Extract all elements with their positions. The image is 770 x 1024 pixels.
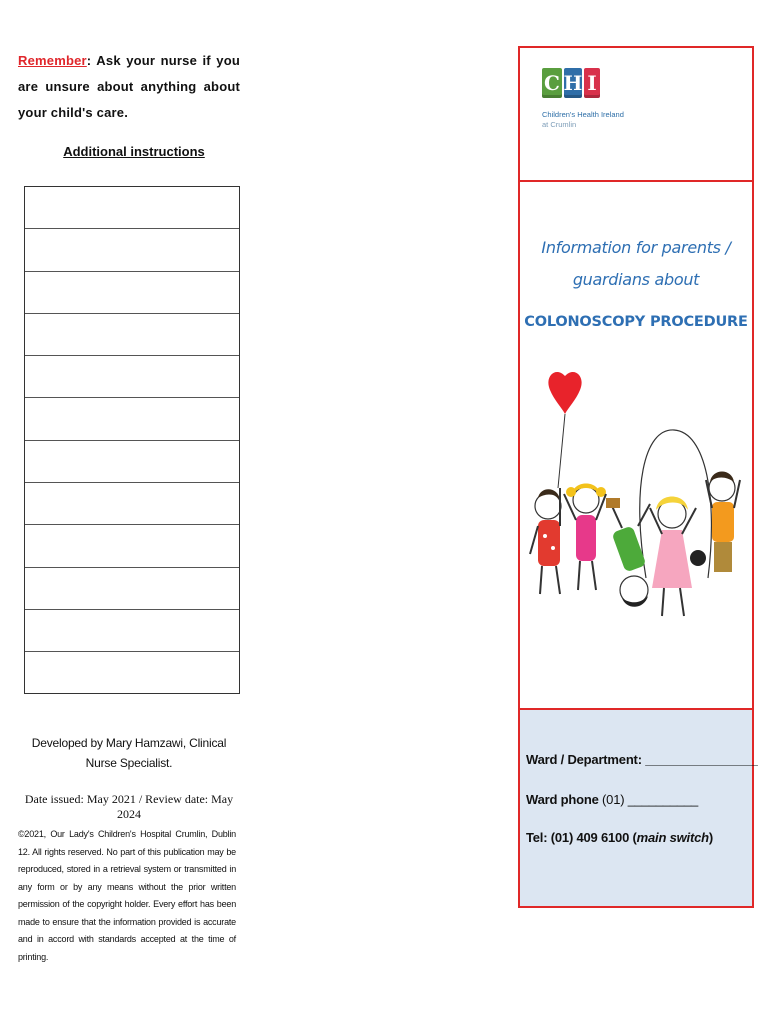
ward-phone-prefix: (01) bbox=[598, 792, 628, 807]
ward-phone-field[interactable] bbox=[526, 792, 698, 807]
instruction-line[interactable] bbox=[25, 356, 239, 398]
copyright-notice: ©2021, Our Lady's Children's Hospital Crumlin, Dublin 12. All rights reserved. No part of this publication may be reproduced, stored in a retrieval system or transmitted in any form or by any means without the prior written permission of the copyright holder. Every effort has been made to ensure that the information provided is accurate and in accord with standards accepted at the time of printing. bbox=[18, 829, 236, 962]
developed-by: Developed by Mary Hamzawi, Clinical Nurse Specialist. bbox=[31, 736, 227, 770]
tel-close: ) bbox=[708, 830, 714, 845]
instruction-line[interactable] bbox=[25, 610, 239, 652]
logo-section bbox=[520, 48, 752, 182]
instruction-line[interactable] bbox=[25, 229, 239, 271]
instruction-line[interactable] bbox=[25, 652, 239, 694]
instruction-line[interactable] bbox=[25, 398, 239, 440]
remember-text: : Ask your nurse if you are unsure about anything about your child's care. bbox=[18, 53, 240, 120]
children-illustration bbox=[526, 368, 748, 648]
cover-panel bbox=[518, 46, 758, 908]
instruction-line[interactable] bbox=[25, 187, 239, 229]
tel-label: Tel: (01) 409 6100 ( bbox=[526, 830, 637, 845]
logo-block-h: H bbox=[564, 68, 582, 98]
ward-department-field[interactable]: Ward / Department: ________________ bbox=[526, 752, 758, 767]
logo-block-i: I bbox=[584, 68, 600, 98]
instruction-line[interactable] bbox=[25, 525, 239, 567]
procedure-title: COLONOSCOPY PROCEDURE bbox=[524, 314, 748, 330]
issue-review-dates: Date issued: May 2021 / Review date: May 2024 bbox=[24, 792, 234, 821]
info-line-2: guardians about bbox=[572, 270, 700, 289]
tel-main-switch: main switch bbox=[636, 830, 709, 845]
logo-sub: at Crumlin bbox=[542, 120, 577, 129]
info-title bbox=[520, 232, 752, 296]
instruction-line[interactable] bbox=[25, 272, 239, 314]
logo-name: Children's Health Ireland bbox=[542, 110, 624, 119]
title-section bbox=[520, 182, 752, 710]
contact-section bbox=[520, 710, 758, 906]
left-column bbox=[18, 48, 240, 159]
instruction-line[interactable] bbox=[25, 568, 239, 610]
info-line-1: Information for parents / bbox=[541, 238, 731, 257]
ward-phone-label: Ward phone bbox=[526, 792, 599, 807]
instruction-line[interactable] bbox=[25, 483, 239, 525]
remember-note bbox=[18, 48, 240, 126]
instruction-line[interactable] bbox=[25, 314, 239, 356]
main-switch-phone bbox=[526, 830, 713, 845]
chi-logo bbox=[542, 68, 600, 98]
instruction-line[interactable] bbox=[25, 441, 239, 483]
additional-instructions-box bbox=[24, 186, 240, 694]
logo-text bbox=[542, 110, 624, 130]
remember-word: Remember bbox=[18, 53, 87, 68]
logo-block-c: C bbox=[542, 68, 562, 98]
ward-phone-blank: __________ bbox=[627, 792, 699, 807]
additional-instructions-heading: Additional instructions bbox=[63, 144, 205, 159]
